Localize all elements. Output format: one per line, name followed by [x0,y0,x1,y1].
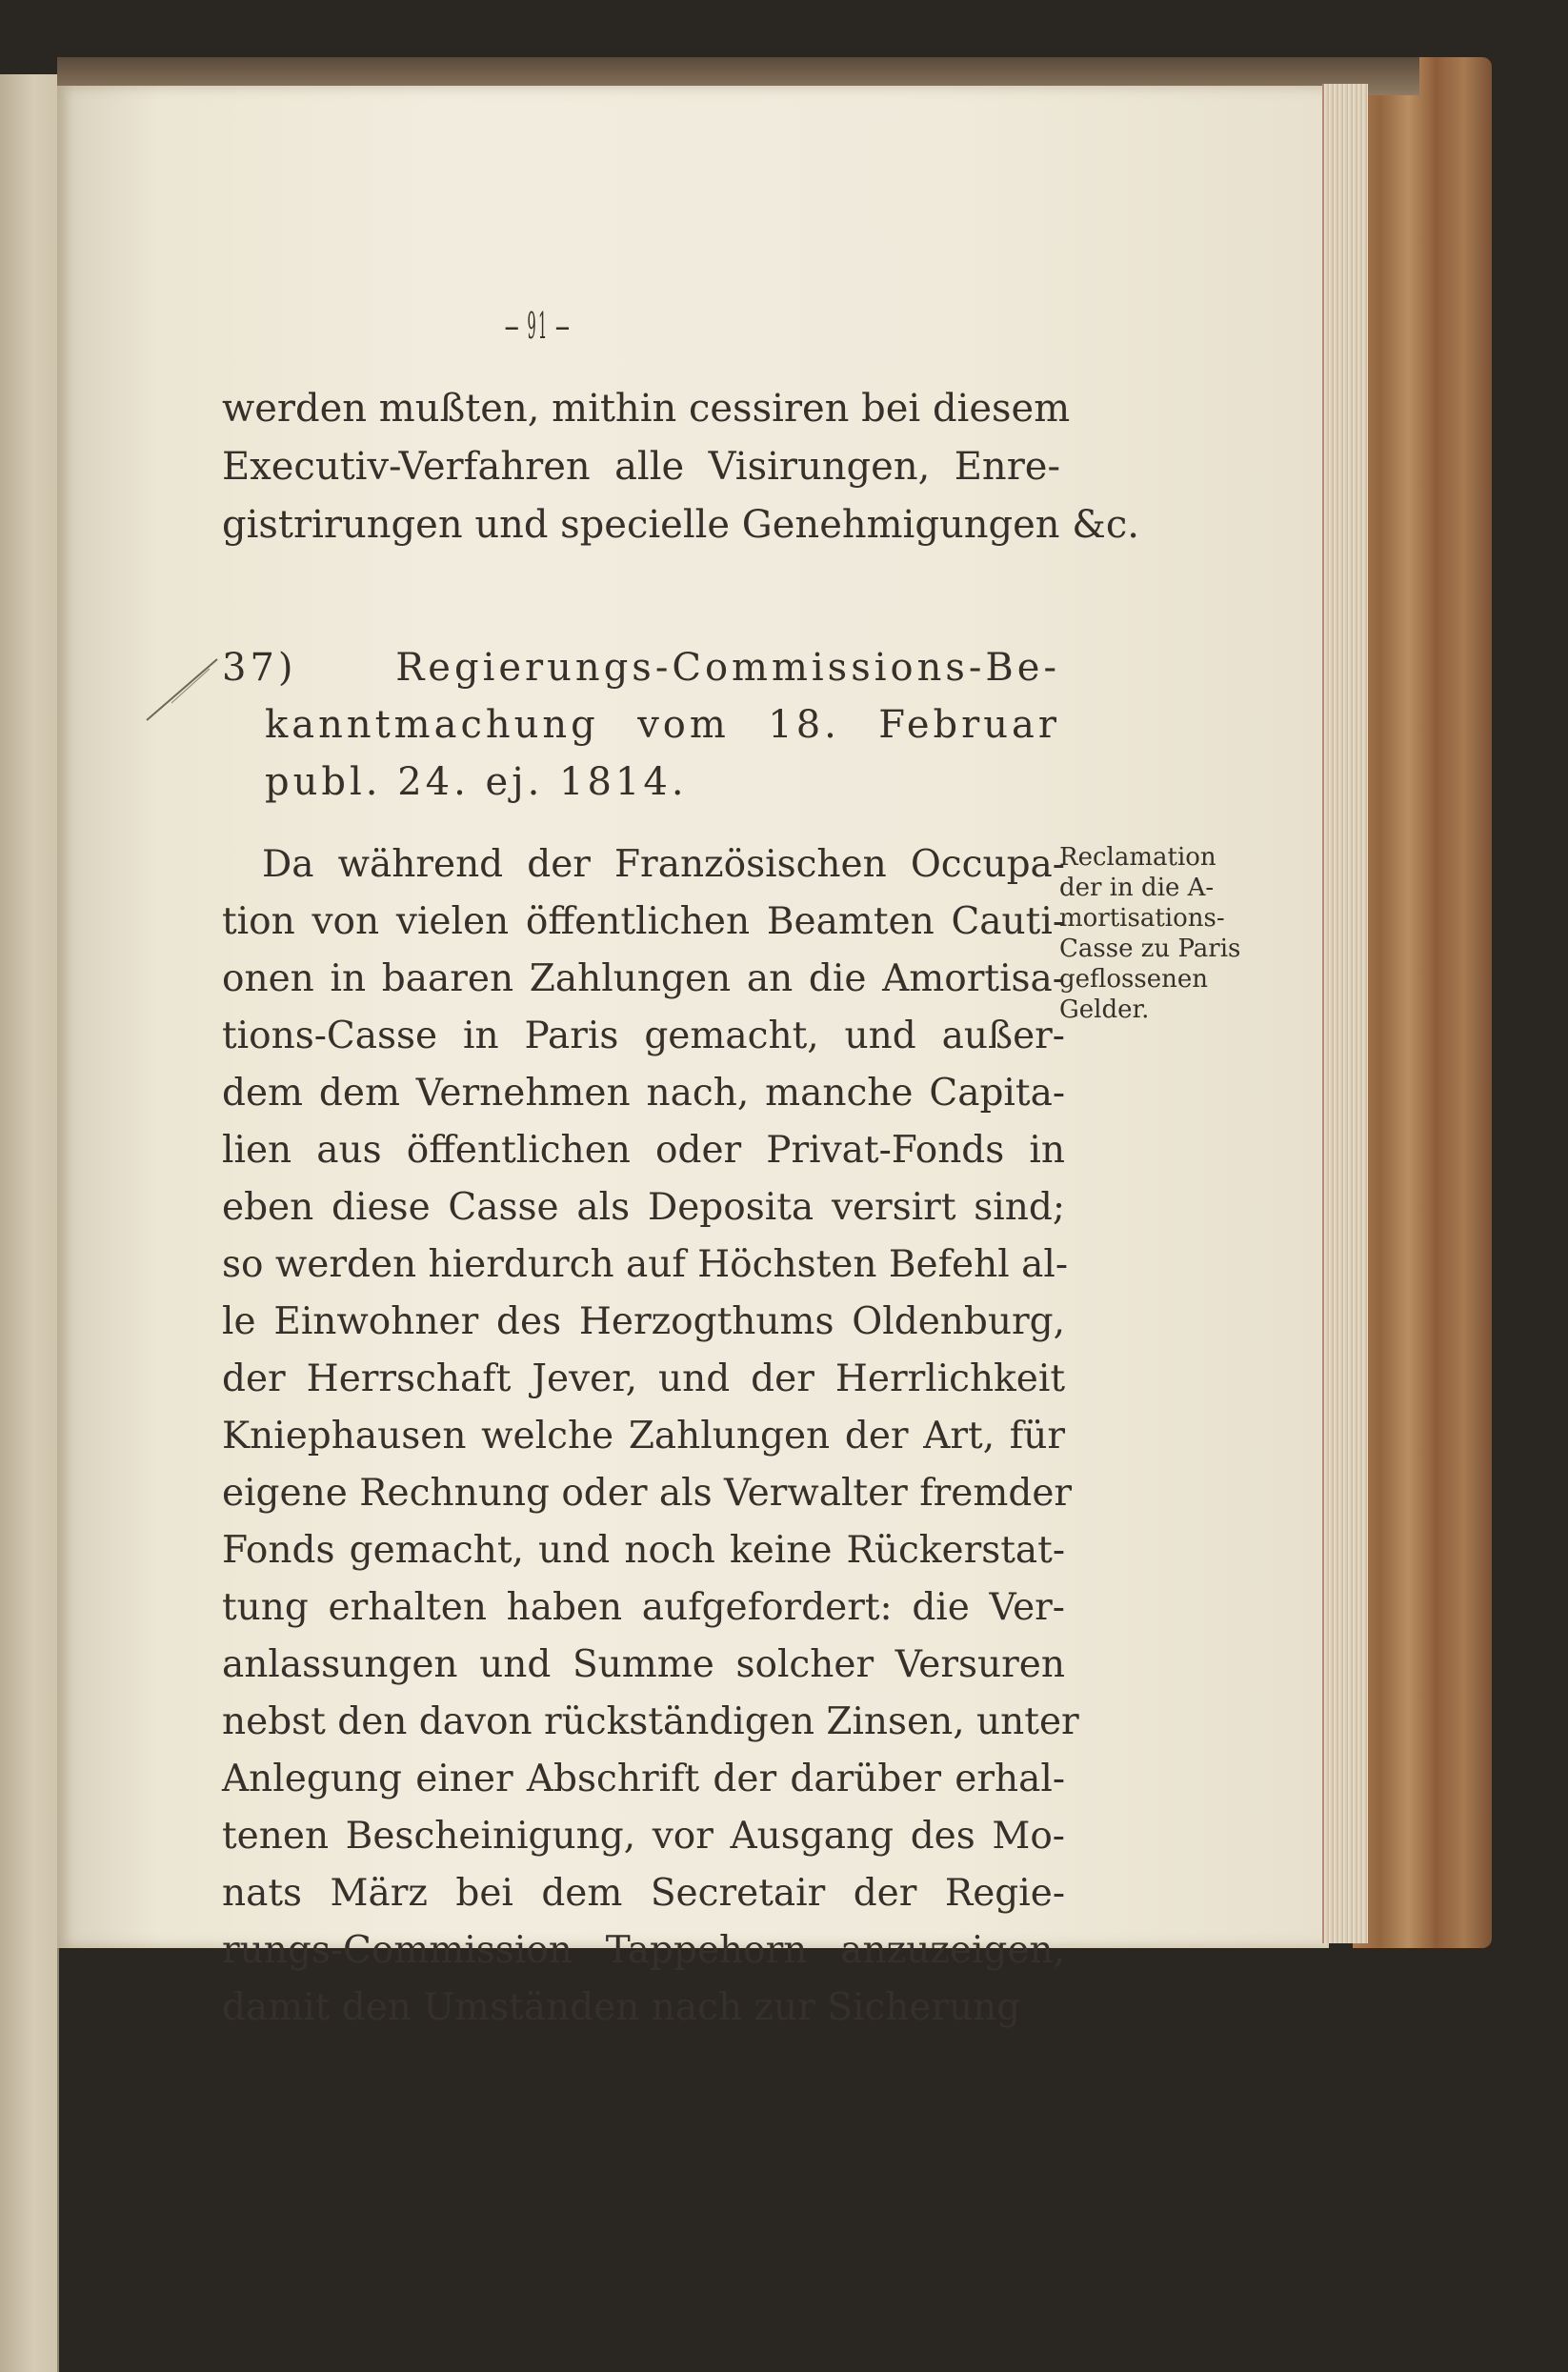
paragraph-line: gistrirungen und specielle Genehmigungen &c. [222,503,1139,547]
paragraph-line: Executiv-Verfahren alle Visirungen, Enre- [222,445,1060,489]
body-line: der Herrschaft Jever, und der Herrlichkeit [222,1357,1065,1400]
body-line: Anlegung einer Abschrift der darüber erhal- [222,1758,1065,1800]
section-heading-line: publ. 24. ej. 1814. [265,760,688,804]
body-line: Da während der Französischen Occupa- [262,843,1065,886]
body-line: so werden hierdurch auf Höchsten Befehl al- [222,1243,1069,1286]
margin-note-line: Gelder. [1059,995,1150,1024]
body-line: rungs-Commission Tappehorn anzuzeigen, [222,1929,1065,1972]
margin-note-line: der in die A- [1059,874,1215,902]
body-line: eben diese Casse als Deposita versirt sind; [222,1186,1065,1229]
body-line: Kniephausen welche Zahlungen der Art, für [222,1415,1065,1457]
body-line: tenen Bescheinigung, vor Ausgang des Mo- [222,1815,1065,1858]
body-line: damit den Umständen nach zur Sicherung [222,1986,1021,2029]
body-line: nebst den davon rückständigen Zinsen, unter [222,1700,1079,1743]
body-line: eigene Rechnung oder als Verwalter fremder [222,1472,1073,1515]
section-heading-line: kanntmachung vom 18. Februar [265,703,1060,747]
body-line: onen in baaren Zahlungen an die Amortisa- [222,957,1065,1000]
margin-note-line: geflossenen [1059,965,1208,994]
margin-note-line: mortisations- [1059,904,1225,933]
body-line: dem dem Vernehmen nach, manche Capita- [222,1072,1065,1115]
body-line: tion von vielen öffentlichen Beamten Cauti- [222,900,1065,943]
margin-note-line: Casse zu Paris [1059,935,1241,963]
body-line: tions-Casse in Paris gemacht, und außer- [222,1015,1065,1057]
page-number: — 91 — [505,305,572,347]
margin-note-line: Reclamation [1059,843,1216,872]
body-line: tung erhalten haben aufgefordert: die Ver- [222,1586,1065,1629]
body-line: le Einwohner des Herzogthums Oldenburg, [222,1300,1065,1343]
section-heading-line: 37) Regierungs-Commissions-Be- [222,646,1060,690]
body-line: nats März bei dem Secretair der Regie- [222,1872,1065,1915]
paragraph-line: werden mußten, mithin cessiren bei diesem [222,387,1071,431]
body-line: anlassungen und Summe solcher Versuren [222,1643,1065,1686]
body-line: Fonds gemacht, und noch keine Rückerstat- [222,1529,1065,1572]
body-line: lien aus öffentlichen oder Privat-Fonds in [222,1129,1065,1172]
